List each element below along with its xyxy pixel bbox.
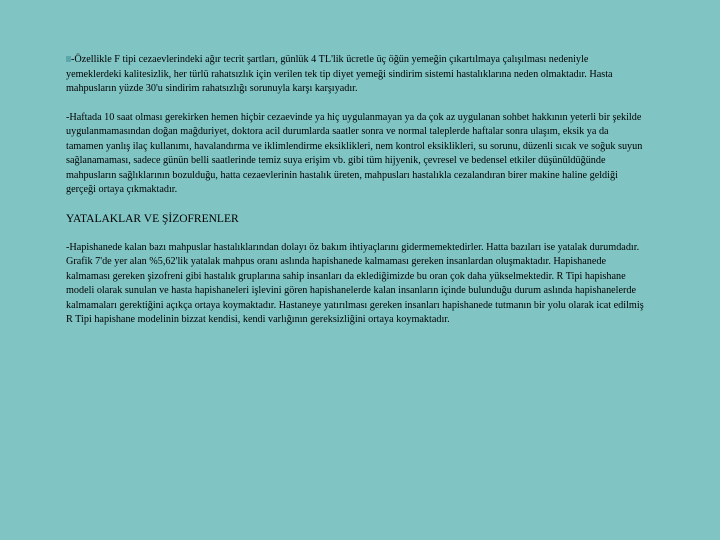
paragraph-f-type-prisons (66, 53, 646, 97)
slide-content (66, 53, 646, 328)
paragraph-bedridden-prisoners: -Hapishanede kalan bazı mahpuslar hastalıklarından dolayı öz bakım ihtiyaçlarını gidermemektedirler. Hatta bazıları ise yatalak durumdadır. Grafik 7'de yer alan %5,62'lik yatalak mahpus oranı aslında hapishanede kalmaması gereken insanlardan oluşmaktadır. Hapishanede kalmaması gereken şizofreni gibi hastalık gruplarına sahip insanları da eklediğimizde bu oran çok daha yükselmektedir. R Tipi hapishane modeli olarak sunulan ve hasta hapishaneleri işlevini gören hapishanelerde kalan insanların içinde bulunduğu durum aslında hapishanelerde kalmamaları gerektiğini açıkça ortaya koymaktadır. Hastaneye yatırılması gereken insanları hapishanede tutmanın bir yolu olarak icat edilmiş R Tipi hapishane modelinin bizzat kendisi, kendi varlığının gereksizliğini ortaya koymaktadır. (66, 241, 644, 325)
section-heading: YATALAKLAR VE ŞİZOFRENLER (66, 212, 239, 225)
paragraph-1-text: -Özellikle F tipi cezaevlerindeki ağır tecrit şartları, günlük 4 TL'lik ücretle üç öğün yemeğin çıkartılmaya çalışılması nedeniyle yemeklerdeki kalitesizlik, her türlü rahatsızlık için verilen tek tip diyet yemeği sindirim sistemi hastalıklarına neden olmaktadır. Hasta mahpusların yüzde 30'u sindirim rahatsızlığı sorunuyla karşı karşıyadır. (66, 54, 613, 94)
paragraph-conversation-rights: -Haftada 10 saat olması gerekirken hemen hiçbir cezaevinde ya hiç uygulanmayan ya da çok az uygulanan sohbet hakkının yeterli bir şekilde uygulanmamasından doğan mağduriyet, doktora acil durumlarda saatler sonra ve normal taleplerde haftalar sonra ulaşım, eksik ya da tamamen yanlış ilaç kullanımı, havalandırma ve iklimlendirme eksiklikleri, nem kontrol eksiklikleri, su sorunu, düzenli sıcak ve soğuk suyun sağlanamaması, sadece günün belli saatlerinde temiz suya erişim vb. gibi tüm hijyenik, çevresel ve bedensel etkiler düşünüldüğünde mahpusların sağlıklarının bozulduğu, hatta cezaevlerinin hastalık üreten, mahpusları hastalıkla cezalandıran birer makine haline geldiği gerçeği ortaya çıkmaktadır. (66, 111, 643, 195)
